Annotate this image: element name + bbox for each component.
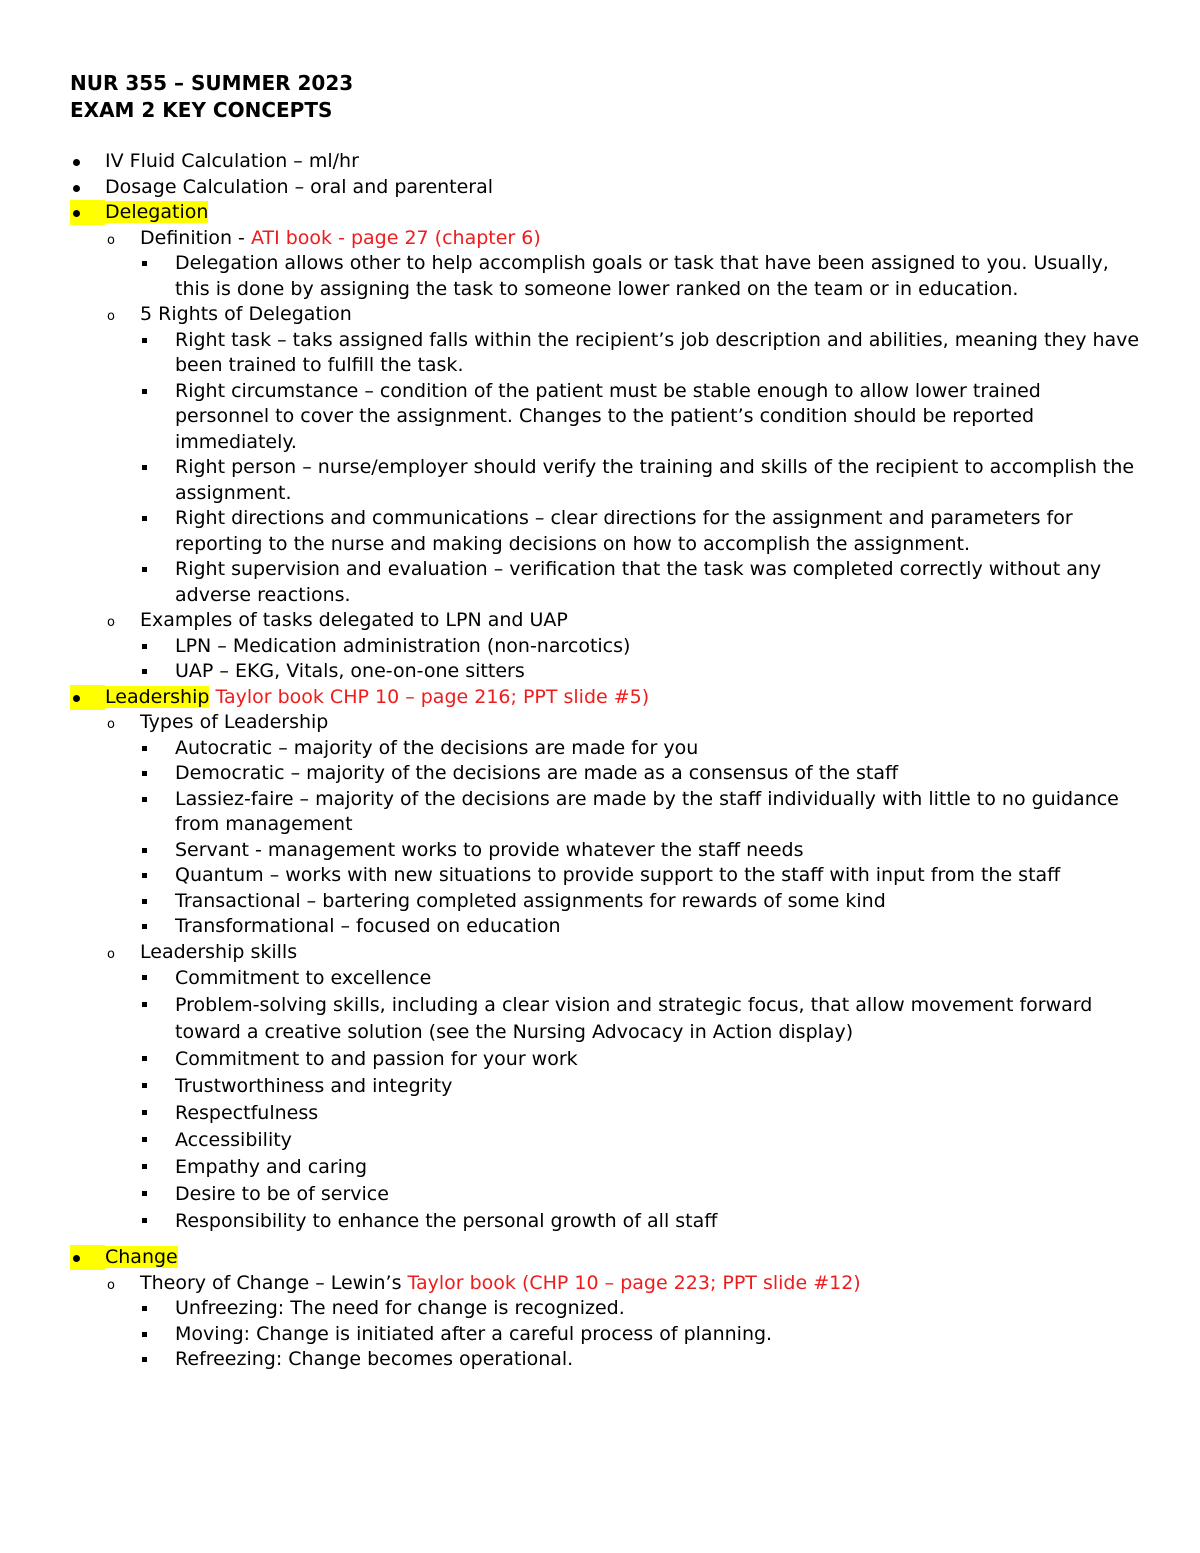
list-item: Autocratic – majority of the decisions are made for you	[175, 736, 699, 759]
list-item: Unfreezing: The need for change is recognized.	[175, 1297, 625, 1319]
subitem-theory: Theory of Change – Lewin’s Taylor book (CHP 10 – page 223; PPT slide #12) Unfreezing: The need for change is recognized. Moving: Change is initiated after a careful process of planning. Refreezing: Change becomes operational.	[105, 1271, 1140, 1373]
list-item: Right task – taks assigned falls within the recipient’s job description and abilities, meaning they have been trained to fulfill the task.	[175, 328, 1140, 376]
list-item: Responsibility to enhance the personal growth of all staff	[175, 1210, 718, 1232]
list-item: Commitment to and passion for your work	[175, 1048, 578, 1070]
subitem-rights: 5 Rights of Delegation Right task – taks assigned falls within the recipient’s job description and abilities, meaning they have been trained to fulfill the task. Right circumstance – condition of the patient must be stable enough to allow lower trained personnel to cover the assignment. Changes to the patient’s condition should be reported immediately. Right person – nurse/employer should verify the training and skills of the recipient to accomplish the assignment. Right directions and communications – clear directions for the assignment and parameters for reporting to the nurse and making decisions on how to accomplish the assignment. Right supervision and evaluation – verification that the task was completed correctly without any adverse reactions.	[105, 302, 1140, 608]
section-heading-change: Change	[105, 1246, 178, 1268]
main-list-continued	[70, 1245, 1140, 1373]
section-change	[70, 1245, 1140, 1373]
list-item: Respectfulness	[175, 1102, 319, 1124]
exam-title: EXAM 2 KEY CONCEPTS	[70, 98, 333, 122]
list-item: Delegation allows other to help accomplish goals or task that have been assigned to you. Usually, this is done by assigning the task to someone lower ranked on the team or in education.	[175, 252, 1109, 300]
section-leadership	[70, 685, 1140, 1236]
subitem-examples: Examples of tasks delegated to LPN and UAP LPN – Medication administration (non-narcotics) UAP – EKG, Vitals, one-on-one sitters	[105, 608, 1140, 685]
reference-text: ATI book - page 27 (chapter 6)	[250, 226, 541, 249]
subitem-skills: Leadership skills Commitment to excellence Problem-solving skills, including a clear vision and strategic focus, that allow movement forward toward a creative solution (see the Nursing Advocacy in Action display) Commitment to and passion for your work Trustworthiness and integrity Respectfulness Accessibility Empathy and caring Desire to be of service Responsibility to enhance the personal growth of all staff	[105, 940, 1140, 1236]
list-item: Servant - management works to provide whatever the staff needs	[175, 838, 804, 861]
reference-text: Taylor book CHP 10 – page 216; PPT slide #5)	[209, 685, 650, 708]
list-item-iv: IV Fluid Calculation – ml/hr	[105, 150, 359, 172]
list-item: Quantum – works with new situations to provide support to the staff with input from the staff	[175, 864, 1061, 886]
list-item-dosage: Dosage Calculation – oral and parenteral	[105, 175, 494, 198]
list-item: LPN – Medication administration (non-narcotics)	[175, 634, 631, 657]
list-item: Right circumstance – condition of the patient must be stable enough to allow lower trained personnel to cover the assignment. Changes to the patient’s condition should be reported immediately.	[175, 379, 1041, 453]
section-heading-leadership: Leadership	[105, 685, 210, 708]
list-item: Transactional – bartering completed assignments for rewards of some kind	[175, 889, 886, 912]
list-item: Trustworthiness and integrity	[175, 1075, 453, 1097]
reference-text: Taylor book (CHP 10 – page 223; PPT slide #12)	[407, 1271, 861, 1294]
section-delegation	[70, 200, 1140, 685]
list-item: Transformational – focused on education	[175, 915, 561, 937]
list-item: Commitment to excellence	[175, 967, 432, 989]
list-item: Accessibility	[175, 1129, 292, 1151]
list-item: Empathy and caring	[175, 1156, 368, 1178]
course-title: NUR 355 – SUMMER 2023	[70, 71, 354, 95]
section-heading-delegation: Delegation	[105, 201, 209, 223]
list-item: Right person – nurse/employer should verify the training and skills of the recipient to accomplish the assignment.	[175, 456, 1135, 504]
list-item: Refreezing: Change becomes operational.	[175, 1348, 574, 1370]
list-item: Lassiez-faire – majority of the decisions are made by the staff individually with little to no guidance from management	[175, 787, 1119, 835]
list-item: Right directions and communications – clear directions for the assignment and parameters for reporting to the nurse and making decisions on how to accomplish the assignment.	[175, 507, 1073, 555]
list-item: Problem-solving skills, including a clear vision and strategic focus, that allow movement forward toward a creative solution (see the Nursing Advocacy in Action display)	[175, 994, 1093, 1043]
list-item: UAP – EKG, Vitals, one-on-one sitters	[175, 660, 525, 682]
main-list	[70, 149, 1140, 1235]
list-item: Desire to be of service	[175, 1183, 389, 1205]
list-item: Right supervision and evaluation – verification that the task was completed correctly without any adverse reactions.	[175, 558, 1102, 606]
subitem-definition: Definition - ATI book - page 27 (chapter 6) Delegation allows other to help accomplish goals or task that have been assigned to you. Usually, this is done by assigning the task to someone lower ranked on the team or in education.	[105, 226, 1140, 303]
subitem-types: Types of Leadership Autocratic – majority of the decisions are made for you Democratic – majority of the decisions are made as a consensus of the staff Lassiez-faire – majority of the decisions are made by the staff individually with little to no guidance from management Servant - management works to provide whatever the staff needs Quantum – works with new situations to provide support to the staff with input from the staff Transactional – bartering completed assignments for rewards of some kind Transformational – focused on education	[105, 710, 1140, 940]
list-item: Moving: Change is initiated after a careful process of planning.	[175, 1322, 773, 1345]
list-item: Democratic – majority of the decisions are made as a consensus of the staff	[175, 762, 899, 784]
